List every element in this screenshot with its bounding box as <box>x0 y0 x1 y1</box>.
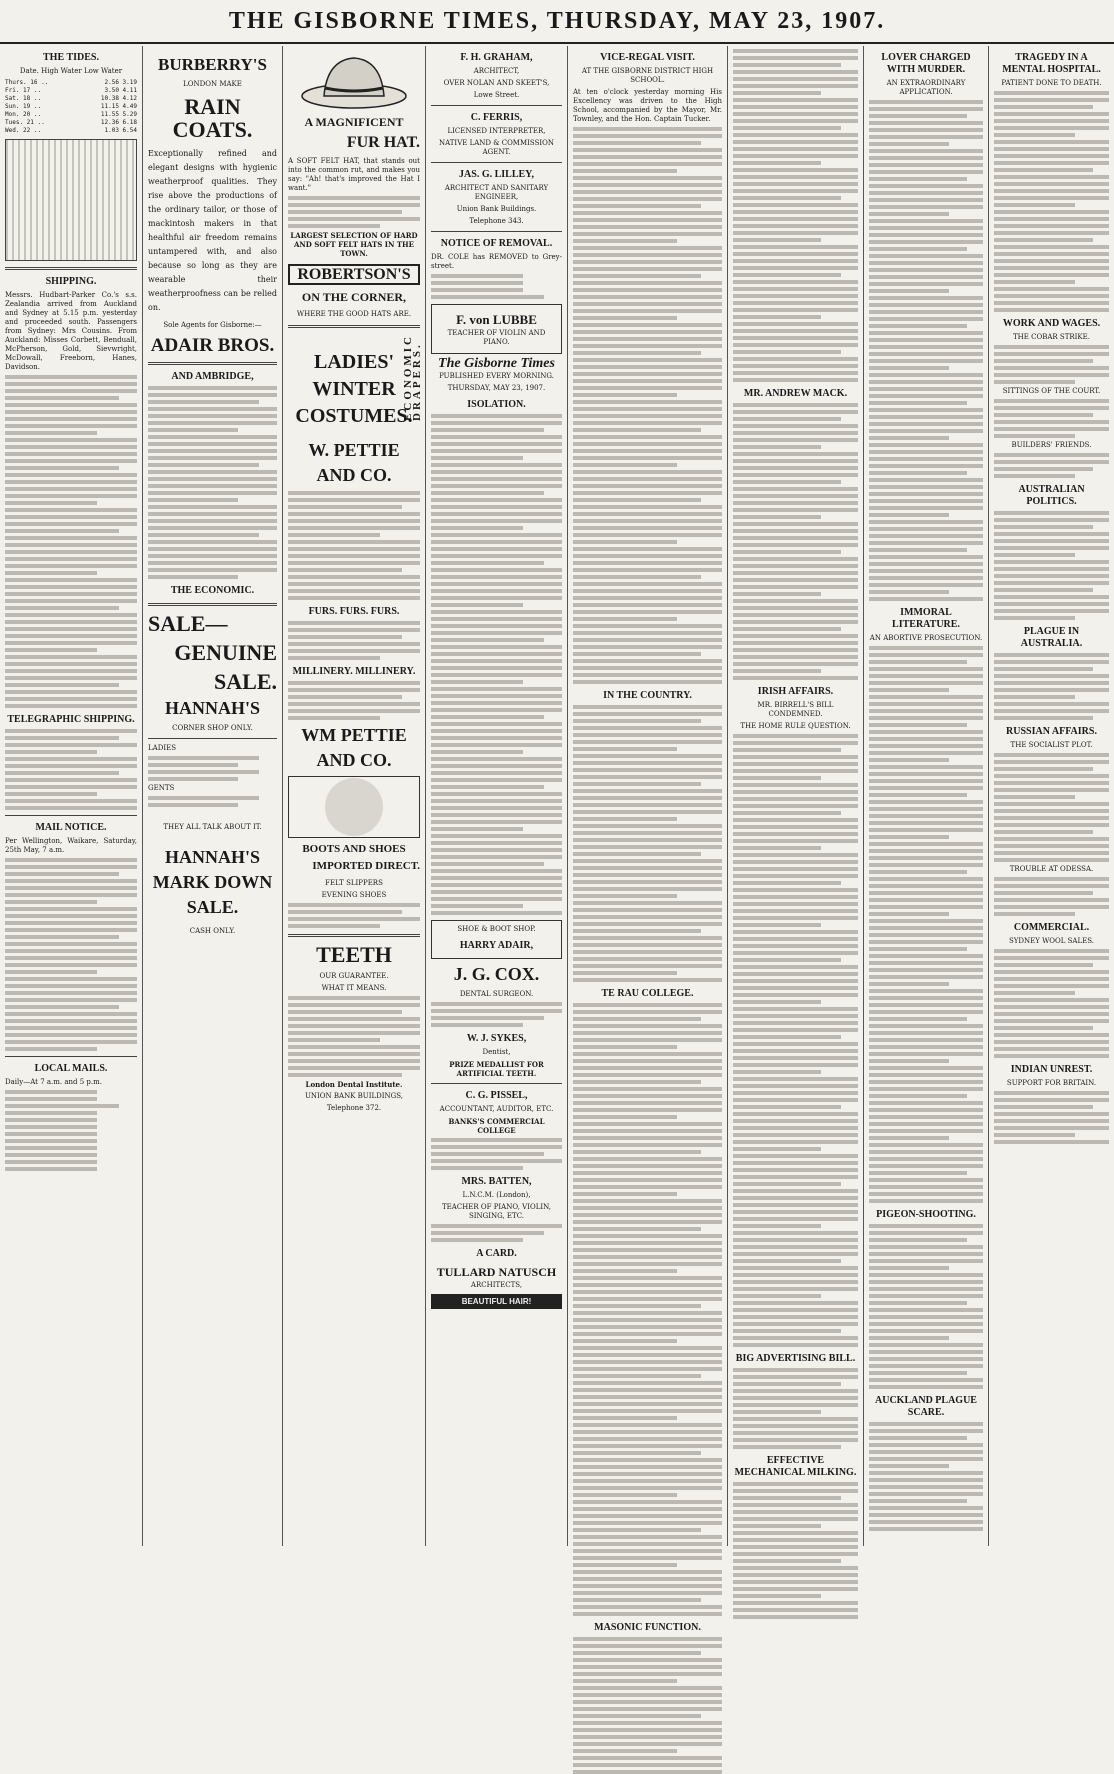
text-block <box>869 100 983 601</box>
furs-heading: FURS. FURS. FURS. <box>308 605 400 617</box>
wm-pettie-1: WM PETTIE <box>301 724 407 745</box>
text-block <box>994 1091 1109 1144</box>
sittings-subheading: SITTINGS OF THE COURT. <box>1002 387 1101 395</box>
russian-affairs-heading: RUSSIAN AFFAIRS. <box>1006 726 1097 737</box>
local-mails-body: Daily—At 7 a.m. and 5 p.m. <box>5 1078 102 1086</box>
hat-title-1: A MAGNIFICENT <box>304 115 404 129</box>
corner-shop: CORNER SHOP ONLY. <box>172 724 253 733</box>
robertsons-logo: ROBERTSON'S <box>288 264 420 285</box>
immoral-heading: IMMORAL LITERATURE. <box>892 607 960 630</box>
corner-sub: WHERE THE GOOD HATS ARE. <box>296 309 412 318</box>
boots-1: BOOTS AND SHOES <box>302 842 406 855</box>
tide-row: Wed. 22 .. 1.03 6.54 <box>5 127 137 134</box>
tragedy-heading: TRAGEDY IN A MENTAL HOSPITAL. <box>1002 52 1101 75</box>
graham-street: Lowe Street. <box>473 91 520 99</box>
masonic-heading: MASONIC FUNCTION. <box>594 1622 701 1633</box>
adair-bros: ADAIR BROS. <box>150 335 275 357</box>
extraordinary-subheading: AN EXTRAORDINARY APPLICATION. <box>886 79 966 96</box>
banks-college: BANKS'S COMMERCIAL COLLEGE <box>448 1116 545 1135</box>
markdown-3: SALE. <box>186 896 239 917</box>
text-block <box>5 858 137 1051</box>
sykes-name: W. J. SYKES, <box>466 1032 527 1044</box>
wm-pettie-2: AND CO. <box>316 749 392 770</box>
ambridge-heading: AND AMBRIDGE, <box>171 370 254 382</box>
evening-shoes: EVENING SHOES <box>321 890 387 899</box>
cox-title: DENTAL SURGEON. <box>459 989 534 998</box>
card-heading: A CARD. <box>476 1247 517 1259</box>
sole-agents: Sole Agents for Gisborne:— <box>163 321 262 330</box>
lubbe-name: F. von LUBBE <box>456 312 537 327</box>
our-guarantee: OUR GUARANTEE. <box>319 971 389 980</box>
ladies-winter-2: WINTER <box>312 377 396 400</box>
corner-title: ON THE CORNER, <box>301 290 407 305</box>
batten-qual: L.N.C.M. (London), <box>462 1190 531 1199</box>
cox-name: J. G. COX. <box>453 964 540 984</box>
tides-header: Date. High Water Low Water <box>19 67 123 75</box>
text-block <box>288 196 420 228</box>
ferris-agent: NATIVE LAND & COMMISSION AGENT. <box>438 139 555 156</box>
milking-heading: EFFECTIVE MECHANICAL MILKING. <box>734 1455 857 1478</box>
text-block <box>994 453 1109 478</box>
text-block <box>994 345 1109 384</box>
boots-2: IMPORTED DIRECT. <box>312 860 420 873</box>
text-block <box>733 1368 858 1449</box>
text-block <box>288 996 420 1077</box>
economic-drapers-vertical: ECONOMIC DRAPERS. <box>402 333 423 421</box>
removal-body: DR. COLE has REMOVED to Grey-street. <box>431 253 562 270</box>
wool-sales-subheading: SYDNEY WOOL SALES. <box>1008 937 1095 945</box>
lilley-name: JAS. G. LILLEY, <box>459 169 534 180</box>
text-block <box>733 403 858 680</box>
ferris-name: C. FERRIS, <box>470 112 523 123</box>
lubbe-ad <box>431 304 562 354</box>
text-block <box>733 49 858 382</box>
shoe-shop: SHOE & BOOT SHOP. <box>457 925 536 933</box>
pettie-2: AND CO. <box>316 464 392 485</box>
text-block <box>573 705 722 982</box>
column-2 <box>143 46 283 1546</box>
odessa-subheading: TROUBLE AT ODESSA. <box>1009 865 1094 873</box>
ladies-winter-1: LADIES' <box>313 350 395 373</box>
indian-unrest-heading: INDIAN UNREST. <box>1010 1064 1093 1075</box>
hat-icon <box>288 50 420 110</box>
ferris-title: LICENSED INTERPRETER, <box>447 127 546 135</box>
text-block <box>288 903 420 928</box>
abortive-subheading: AN ABORTIVE PROSECUTION. <box>869 634 983 642</box>
advertising-bill-heading: BIG ADVERTISING BILL. <box>735 1353 856 1364</box>
tides-heading: THE TIDES. <box>43 52 99 63</box>
column-5 <box>568 46 728 1633</box>
removal-notice: NOTICE OF REMOVAL. <box>440 238 553 249</box>
text-block <box>733 1482 858 1619</box>
pissel-title: ACCOUNTANT, AUDITOR, ETC. <box>439 1104 554 1113</box>
isolation-heading: ISOLATION. <box>467 399 526 410</box>
plague-australia-heading: PLAGUE IN AUSTRALIA. <box>1020 626 1083 649</box>
mail-heading: MAIL NOTICE. <box>35 822 107 833</box>
australian-politics-heading: AUSTRALIAN POLITICS. <box>1018 484 1085 507</box>
column-8 <box>989 46 1114 1546</box>
batten-title: TEACHER OF PIANO, VIOLIN, SINGING, ETC. <box>441 1202 552 1220</box>
union-bank: UNION BANK BUILDINGS, <box>305 1091 403 1100</box>
tide-row: Tues. 21 .. 12.36 6.18 <box>5 119 137 126</box>
hat-title-2: FUR HAT. <box>346 133 420 151</box>
high-school-subheading: AT THE GISBORNE DISTRICT HIGH SCHOOL. <box>581 67 714 84</box>
beautiful-hair-banner: BEAUTIFUL HAIR! <box>431 1294 562 1309</box>
talk-about: THEY ALL TALK ABOUT IT. <box>163 823 262 832</box>
ladies-label: LADIES <box>148 744 176 753</box>
graham-title: ARCHITECT, <box>473 67 520 75</box>
mail-body: Per Wellington, Waikare, Saturday, 25th May, 7 a.m. <box>5 837 137 854</box>
irish-affairs-heading: IRISH AFFAIRS. <box>757 686 834 697</box>
local-mails-heading: LOCAL MAILS. <box>34 1063 108 1074</box>
text-block <box>994 91 1109 312</box>
text-block <box>431 274 562 299</box>
economic-footer: THE ECONOMIC. <box>170 584 255 596</box>
andrew-mack-heading: MR. ANDREW MACK. <box>743 388 848 399</box>
harry-adair: HARRY ADAIR, <box>459 940 534 951</box>
sale-3: SALE. <box>214 669 277 695</box>
london-dental: London Dental Institute. <box>305 1079 403 1089</box>
text-block <box>573 127 722 684</box>
text-block <box>288 681 420 720</box>
tide-row: Sun. 19 .. 11.15 4.49 <box>5 103 137 110</box>
tide-row: Sat. 18 .. 10.38 4.12 <box>5 95 137 102</box>
te-rau-heading: TE RAU COLLEGE. <box>601 988 694 999</box>
text-block <box>573 1003 722 1616</box>
auckland-plague-heading: AUCKLAND PLAGUE SCARE. <box>875 1395 977 1418</box>
hannahs-title: HANNAH'S <box>164 698 260 719</box>
what-it-means: WHAT IT MEANS. <box>321 983 387 992</box>
burberry-title: BURBERRY'S <box>158 55 267 74</box>
tullard-name: TULLARD NATUSCH <box>436 1264 557 1279</box>
raincoats-title: RAIN COATS. <box>172 93 253 142</box>
text-block <box>573 1637 722 1774</box>
masthead: THE GISBORNE TIMES, THURSDAY, MAY 23, 1907. <box>0 0 1114 44</box>
text-block <box>288 621 420 660</box>
birrell-subheading: MR. BIRRELL'S BILL CONDEMNED. <box>757 701 834 718</box>
column-7 <box>864 46 989 1546</box>
felt-slippers: FELT SLIPPERS <box>325 878 383 887</box>
burberry-body: Exceptionally refined and elegant designs with hygienic weatherproof qualities. They rise above the productions of the ordinary tailor, or those of mackintosh makers in that healthful air freedom remains untampered with, and also because so long as they are wearable their weatherproofness can be relied on. <box>148 149 277 313</box>
country-heading: IN THE COUNTRY. <box>603 690 692 701</box>
tide-row: Thurs. 16 .. 2.56 3.19 <box>5 79 137 86</box>
vice-regal-heading: VICE-REGAL VISIT. <box>600 52 695 63</box>
telegraphic-heading: TELEGRAPHIC SHIPPING. <box>7 714 135 725</box>
text-block <box>148 386 277 579</box>
text-block <box>288 491 420 600</box>
sale-1: SALE— <box>148 610 228 636</box>
tide-row: Fri. 17 .. 3.50 4.11 <box>5 87 137 94</box>
graham-address: OVER NOLAN AND SKEET'S, <box>443 79 550 87</box>
shipping-heading: SHIPPING. <box>45 276 97 287</box>
text-block <box>431 1002 562 1027</box>
publication-date: THURSDAY, MAY 23, 1907. <box>447 384 546 392</box>
ladies-winter-3: COSTUMES. <box>295 404 413 427</box>
lubbe-title: TEACHER OF VIOLIN AND PIANO. <box>447 329 546 346</box>
column-1 <box>0 46 143 1546</box>
vice-regal-body: At ten o'clock yesterday morning His Excellency was driven to the High School, accompanied by the Mayor, Mr. Townley, and the Hon. Captain Tucker. <box>573 88 722 123</box>
builders-subheading: BUILDERS' FRIENDS. <box>1011 441 1092 449</box>
boot-shop-stamp <box>288 776 420 838</box>
text-block <box>869 646 983 1203</box>
batten-name: MRS. BATTEN, <box>461 1175 532 1187</box>
text-block <box>994 949 1109 1058</box>
text-block <box>994 653 1109 720</box>
pettie-1: W. PETTIE <box>308 439 400 460</box>
text-block <box>869 1422 983 1531</box>
cash-only: CASH ONLY. <box>189 926 236 935</box>
sykes-prize: PRIZE MEDALLIST FOR ARTIFICIAL TEETH. <box>449 1059 544 1078</box>
text-block <box>148 756 277 781</box>
dental-telephone: Telephone 372. <box>326 1103 382 1112</box>
lover-heading: LOVER CHARGED WITH MURDER. <box>881 52 971 75</box>
text-block <box>994 511 1109 620</box>
published-every: PUBLISHED EVERY MORNING. <box>439 372 554 380</box>
commercial-heading: COMMERCIAL. <box>1013 922 1090 933</box>
text-block <box>994 877 1109 916</box>
tide-row: Mon. 20 .. 11.55 5.29 <box>5 111 137 118</box>
text-block <box>994 399 1109 438</box>
cobar-subheading: THE COBAR STRIKE. <box>1013 333 1090 341</box>
gents-label: GENTS <box>148 784 175 793</box>
sykes-title: Dentist, <box>482 1047 511 1056</box>
column-4 <box>426 46 568 1546</box>
adair-shoe-ad <box>431 920 562 959</box>
sale-2: GENUINE <box>174 640 277 666</box>
text-block <box>5 375 137 708</box>
support-subheading: SUPPORT FOR BRITAIN. <box>1006 1079 1097 1087</box>
socialist-plot-subheading: THE SOCIALIST PLOT. <box>1010 741 1093 749</box>
text-block <box>994 753 1109 862</box>
lilley-telephone: Telephone 343. <box>469 217 524 225</box>
home-rule-subheading: THE HOME RULE QUESTION. <box>740 722 851 730</box>
lilley-title: ARCHITECT AND SANITARY ENGINEER, <box>444 184 549 201</box>
text-block <box>733 734 858 1347</box>
markdown-1: HANNAH'S <box>164 847 260 868</box>
text-block <box>148 796 277 807</box>
burberry-subtitle: LONDON MAKE <box>183 79 242 88</box>
text-block <box>5 1090 137 1171</box>
text-block <box>869 1224 983 1389</box>
text-block <box>431 1138 562 1170</box>
weather-table <box>5 139 137 261</box>
column-6 <box>728 46 864 1546</box>
millinery-heading: MILLINERY. MILLINERY. <box>292 665 416 677</box>
column-3 <box>283 46 426 1546</box>
pigeon-heading: PIGEON-SHOOTING. <box>876 1209 976 1220</box>
tides-table <box>5 79 137 135</box>
markdown-2: MARK DOWN <box>152 872 273 893</box>
gisborne-times-title: The Gisborne Times <box>438 356 555 371</box>
hat-body: A SOFT FELT HAT, that stands out into the common rut, and makes you say: "Ah! that's improved the Hat I want." <box>288 157 420 193</box>
text-block <box>5 729 137 810</box>
shipping-body: Messrs. Hudbart-Parker Co.'s s.s. Zealandia arrived from Auckland and Sydney at 5.15 p.m. yesterday and proceeded south. Passengers from Sydney: Mrs Cousins. From Auckland: Misses Corbett, Benduall, McPherson, Gold, Sievwright, McDowall, Freeborn, Hanes, Davidson. <box>5 291 137 371</box>
patient-subheading: PATIENT DONE TO DEATH. <box>1001 79 1102 87</box>
pissel-name: C. G. PISSEL, <box>465 1089 528 1101</box>
work-wages-heading: WORK AND WAGES. <box>1002 318 1101 329</box>
teeth-title: TEETH <box>316 941 392 967</box>
graham-name: F. H. GRAHAM, <box>460 52 533 63</box>
tullard-title: ARCHITECTS, <box>470 1280 523 1289</box>
text-block <box>431 1224 562 1242</box>
text-block <box>431 414 562 915</box>
lilley-address: Union Bank Buildings. <box>456 205 537 213</box>
hat-selection: LARGEST SELECTION OF HARD AND SOFT FELT HATS IN THE TOWN. <box>290 231 418 259</box>
